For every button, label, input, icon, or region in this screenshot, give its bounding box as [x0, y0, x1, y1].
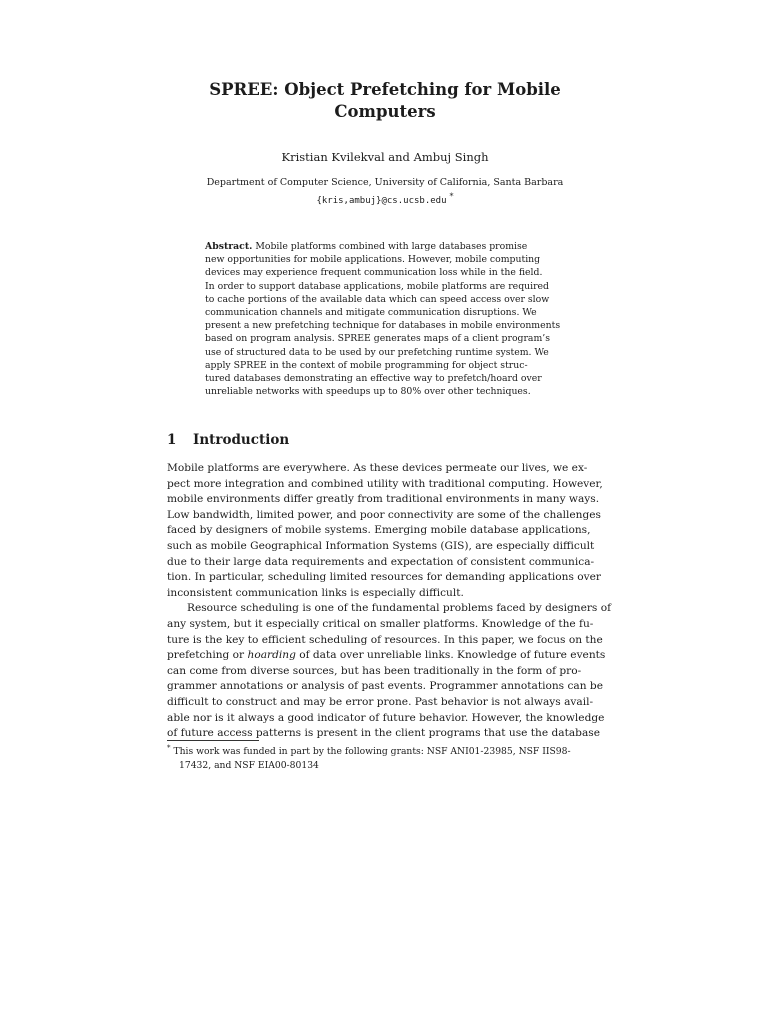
section-heading	[167, 431, 607, 449]
title-line-1: SPREE: Object Prefetching for Mobile	[209, 80, 561, 99]
footnote-text: This work was funded in part by the following grants: NSF ANI01-23985, NSF IIS98-	[173, 746, 571, 758]
abstract-line: tured databases demonstrating an effective way to prefetch/hoard over	[205, 373, 542, 385]
abstract-line: In order to support database applications, mobile platforms are required	[205, 280, 549, 292]
abstract-line: new opportunities for mobile applications. However, mobile computing	[205, 254, 541, 266]
footnote-marker: *	[449, 192, 454, 201]
author-email: {kris,ambuj}@cs.ucsb.edu	[316, 196, 447, 207]
section-number: 1	[167, 432, 177, 448]
abstract-line: apply SPREE in the context of mobile programming for object struc-	[205, 359, 528, 371]
email-line	[150, 190, 620, 208]
body-line: Mobile platforms are everywhere. As these devices permeate our lives, we ex-	[167, 462, 588, 474]
abstract-line: present a new prefetching technique for databases in mobile environments	[205, 320, 561, 332]
abstract-text: Mobile platforms combined with large databases promise	[255, 241, 528, 252]
body-line: grammer annotations or analysis of past events. Programmer annotations can be	[167, 680, 603, 693]
body-text	[167, 461, 612, 742]
body-line: Resource scheduling is one of the fundamental problems faced by designers of	[187, 602, 612, 615]
body-line: Low bandwidth, limited power, and poor connectivity are some of the challenges	[167, 508, 601, 521]
body-text-fragment: prefetching or	[167, 649, 248, 662]
footnote	[167, 742, 607, 772]
body-line: able nor is it always a good indicator of future behavior. However, the knowledge	[167, 711, 605, 724]
abstract-heading: Abstract.	[205, 241, 253, 252]
abstract-line: to cache portions of the available data which can speed access over slow	[205, 293, 550, 305]
footnote-divider	[167, 740, 259, 741]
body-line: difficult to construct and may be error prone. Past behavior is not always avail-	[167, 695, 594, 708]
body-line: faced by designers of mobile systems. Emerging mobile database applications,	[167, 524, 591, 537]
body-line: any system, but it especially critical on smaller platforms. Knowledge of the fu-	[167, 617, 594, 630]
abstract-line: communication channels and mitigate communication disruptions. We	[205, 307, 537, 319]
body-text-fragment: of data over unreliable links. Knowledge of future events	[295, 649, 606, 662]
body-line: can come from diverse sources, but has been traditionally in the form of pro-	[167, 664, 582, 677]
emphasis-hoarding: hoarding	[247, 649, 296, 662]
footnote-line	[167, 742, 607, 759]
abstract-line: use of structured data to be used by our prefetching runtime system. We	[205, 346, 549, 358]
body-line: ture is the key to efficient scheduling of resources. In this paper, we focus on the	[167, 633, 603, 646]
affiliation-block	[150, 176, 620, 208]
abstract-line	[205, 240, 568, 253]
section-title: Introduction	[193, 432, 290, 448]
body-line: tion. In particular, scheduling limited resources for demanding applications over	[167, 571, 601, 584]
title-line-2: Computers	[334, 102, 436, 121]
abstract-line: based on program analysis. SPREE generates maps of a client program’s	[205, 333, 551, 345]
body-line	[167, 648, 606, 664]
paper-title	[150, 79, 620, 123]
footnote-marker: *	[167, 744, 171, 752]
body-line: such as mobile Geographical Information Systems (GIS), are especially difficult	[167, 539, 595, 552]
body-line: inconsistent communication links is especially difficult.	[167, 586, 464, 599]
body-line: mobile environments differ greatly from traditional environments in many ways.	[167, 493, 600, 506]
abstract-line: devices may experience frequent communication loss while in the field.	[205, 267, 543, 279]
affiliation: Department of Computer Science, University of California, Santa Barbara	[206, 177, 564, 188]
abstract	[205, 240, 568, 398]
footnote-line: 17432, and NSF EIA00-80134	[179, 759, 319, 771]
abstract-line: unreliable networks with speedups up to 80% over other techniques.	[205, 386, 531, 398]
body-line: of future access patterns is present in the client programs that use the database	[167, 727, 600, 740]
author-list: Kristian Kvilekval and Ambuj Singh	[281, 150, 489, 164]
body-line: due to their large data requirements and expectation of consistent communica-	[167, 555, 595, 568]
body-line: pect more integration and combined utility with traditional computing. However,	[167, 477, 603, 490]
